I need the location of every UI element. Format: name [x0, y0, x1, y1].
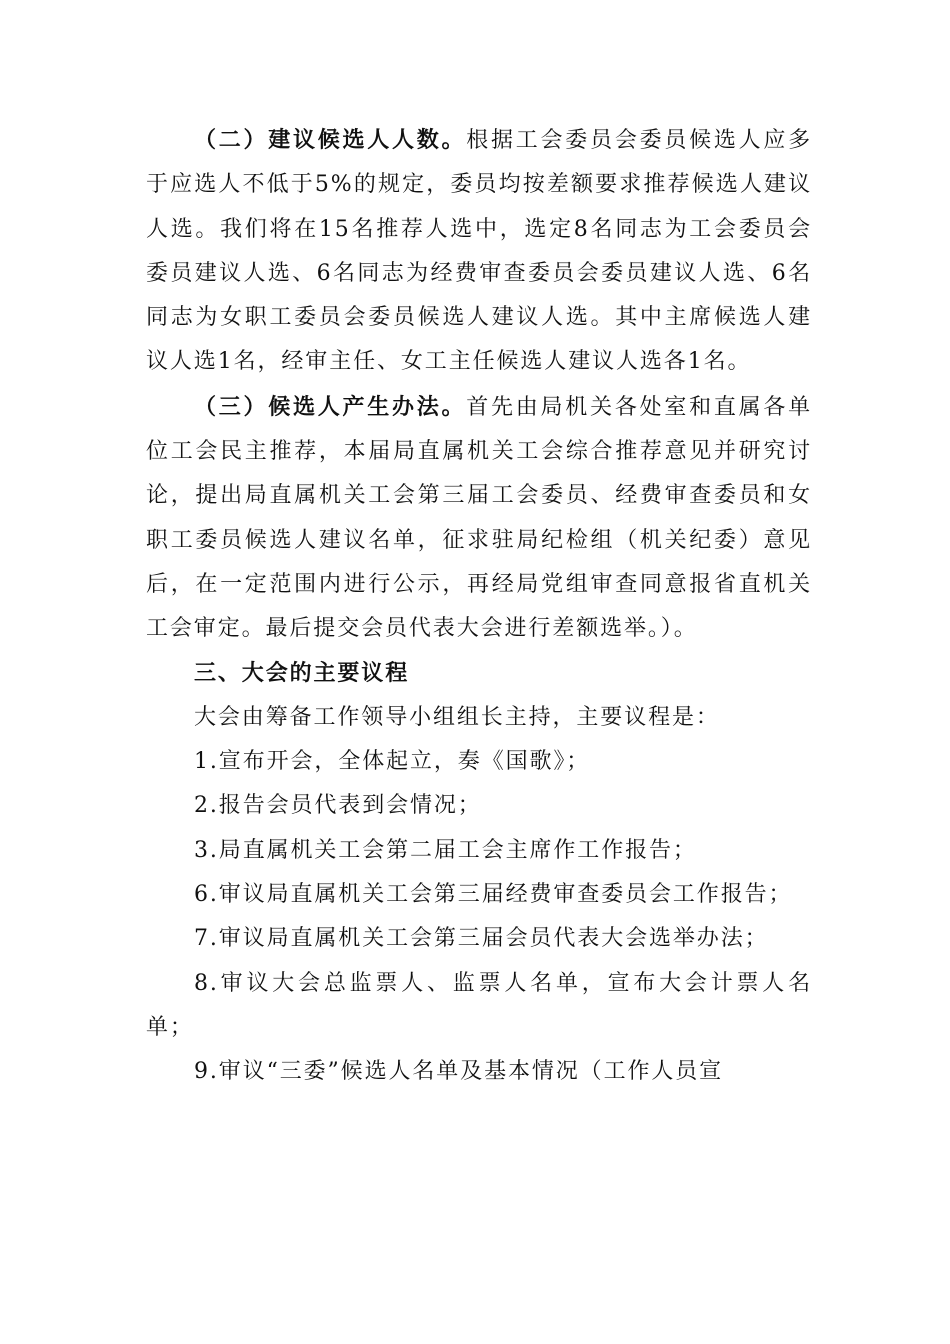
- paragraph-text-candidate-count: 根据工会委员会委员候选人应多于应选人不低于5%的规定，委员均按差额要求推荐候选人建议人选。我们将在15名推荐人选中，选定8名同志为工会委员会委员建议人选、6名同志为经费审查委员会委员建议人选、6名同志为女职工委员会委员候选人建议人选。其中主席候选人建议人选1名，经审主任、女工主任候选人建议人选各1名。: [146, 128, 812, 375]
- agenda-item-6: 6.审议局直属机关工会第三届经费审查委员会工作报告；: [194, 882, 793, 908]
- agenda-item-9: 9.审议“三委”候选人名单及基本情况（工作人员宣: [194, 1059, 724, 1085]
- paragraph-lead-candidate-method: （三）候选人产生办法。: [194, 393, 467, 420]
- paragraph-candidate-count: [146, 118, 812, 385]
- agenda-item-7: 7.审议局直属机关工会第三届会员代表大会选举办法；: [194, 926, 769, 952]
- agenda-item-2: 2.报告会员代表到会情况；: [194, 793, 482, 819]
- agenda-item-3: 3.局直属机关工会第二届工会主席作工作报告；: [194, 837, 697, 863]
- section-heading-agenda: 三、大会的主要议程: [194, 660, 410, 686]
- agenda-item-8: 8.审议大会总监票人、监票人名单，宣布大会计票人名单；: [146, 970, 812, 1040]
- paragraph-candidate-method: [146, 385, 812, 652]
- agenda-item-1: 1.宣布开会，全体起立，奏《国歌》；: [194, 749, 591, 775]
- agenda-intro: 大会由筹备工作领导小组组长主持，主要议程是：: [194, 704, 720, 730]
- paragraph-text-candidate-method: 首先由局机关各处室和直属各单位工会民主推荐，本届局直属机关工会综合推荐意见并研究讨论，提出局直属机关工会第三届工会委员、经费审查委员和女职工委员候选人建议名单，征求驻局纪检组（机关纪委）意见后，在一定范围内进行公示，再经局党组审查同意报省直机关工会审定。最后提交会员代表大会进行差额选举。）。: [146, 394, 812, 642]
- paragraph-lead-candidate-count: （二）建议候选人人数。: [194, 127, 467, 153]
- document-body: [146, 118, 812, 1095]
